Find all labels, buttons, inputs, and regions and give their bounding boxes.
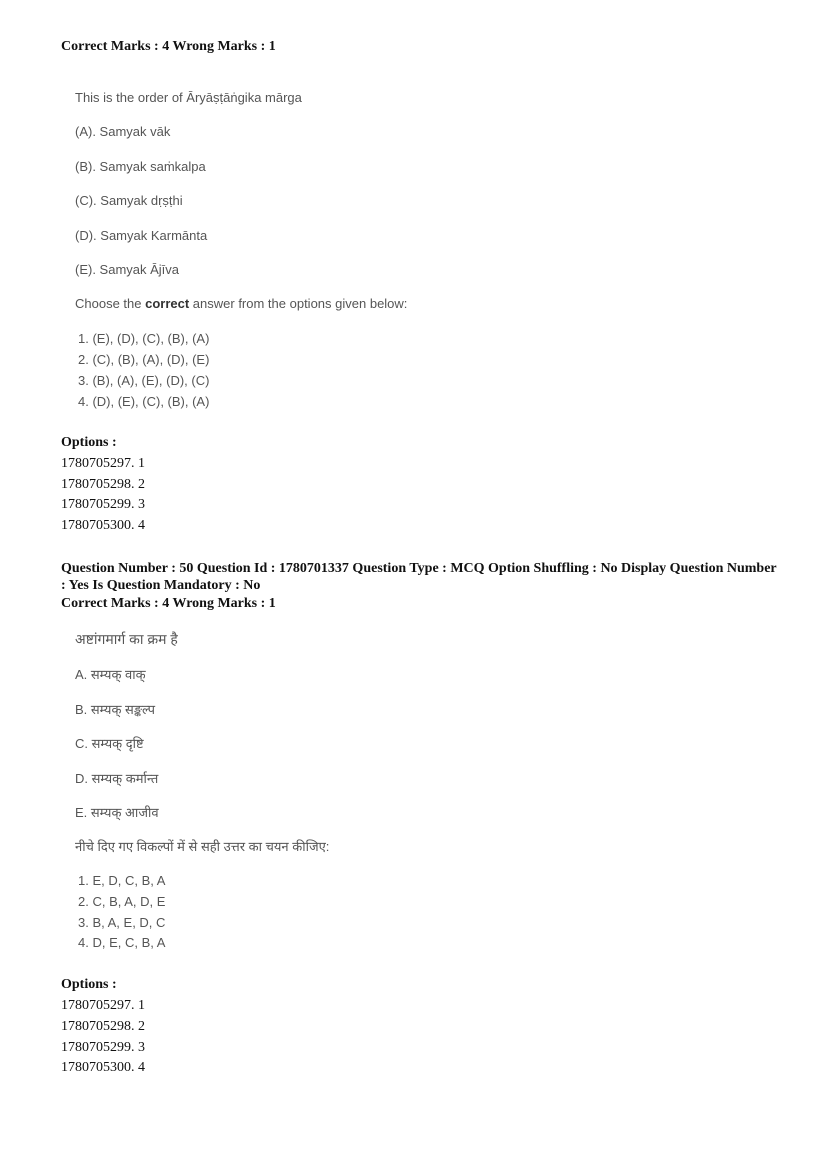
q49-choice-2: 2. (C), (B), (A), (D), (E) (78, 352, 210, 367)
q50-option-2: 1780705298. 2 (61, 1019, 145, 1034)
q50-question-image (66, 622, 386, 960)
q49-question-image (66, 80, 466, 420)
q50-item-a: A. सम्यक् वाक् (75, 667, 146, 682)
q49-instruction-pre: Choose the (75, 296, 146, 311)
q50-marks-line: Correct Marks : 4 Wrong Marks : 1 (61, 596, 276, 611)
q50-choice-4: 4. D, E, C, B, A (78, 935, 166, 950)
q49-instruction-post: answer from the options given below: (189, 296, 408, 311)
q49-item-c: (C). Samyak dṛṣṭhi (75, 193, 183, 208)
q49-item-a: (A). Samyak vāk (75, 124, 171, 139)
q50-item-c: C. सम्यक् दृष्टि (75, 736, 144, 751)
q49-item-b: (B). Samyak saṁkalpa (75, 159, 206, 174)
q50-item-d: D. सम्यक् कर्मान्त (75, 771, 159, 786)
q50-instruction: नीचे दिए गए विकल्पों में से सही उत्तर का चयन कीजिए: (75, 839, 330, 854)
q49-choice-3: 3. (B), (A), (E), (D), (C) (78, 373, 210, 388)
q50-choice-1: 1. E, D, C, B, A (78, 873, 166, 888)
q49-option-2: 1780705298. 2 (61, 477, 145, 492)
q50-header-line2: : Yes Is Question Mandatory : No (61, 578, 261, 593)
q50-header-line1: Question Number : 50 Question Id : 1780701337 Question Type : MCQ Option Shuffling : No Display Question Number (61, 561, 777, 576)
q50-item-b: B. सम्यक् सङ्कल्प (75, 702, 156, 717)
q49-option-4: 1780705300. 4 (61, 518, 145, 533)
q49-stem: This is the order of Āryāṣṭāṅgika mārga (75, 90, 302, 105)
q49-marks-line: Correct Marks : 4 Wrong Marks : 1 (61, 39, 276, 54)
q50-option-3: 1780705299. 3 (61, 1040, 145, 1055)
q50-choice-3: 3. B, A, E, D, C (78, 915, 166, 930)
q49-option-3: 1780705299. 3 (61, 497, 145, 512)
q49-choice-1: 1. (E), (D), (C), (B), (A) (78, 331, 210, 346)
q50-option-4: 1780705300. 4 (61, 1060, 145, 1075)
q49-instruction-bold: correct (145, 296, 190, 311)
q49-option-1: 1780705297. 1 (61, 456, 145, 471)
q49-options-label: Options : (61, 435, 117, 450)
q50-item-e: E. सम्यक् आजीव (75, 805, 159, 820)
q49-item-e: (E). Samyak Ājīva (75, 262, 180, 277)
q50-stem: अष्टांगमार्ग का क्रम है (75, 631, 178, 647)
q50-options-label: Options : (61, 977, 117, 992)
q50-option-1: 1780705297. 1 (61, 998, 145, 1013)
q49-choice-4: 4. (D), (E), (C), (B), (A) (78, 394, 210, 409)
q49-instruction (75, 296, 407, 311)
q50-choice-2: 2. C, B, A, D, E (78, 894, 166, 909)
q49-item-d: (D). Samyak Karmānta (75, 228, 208, 243)
